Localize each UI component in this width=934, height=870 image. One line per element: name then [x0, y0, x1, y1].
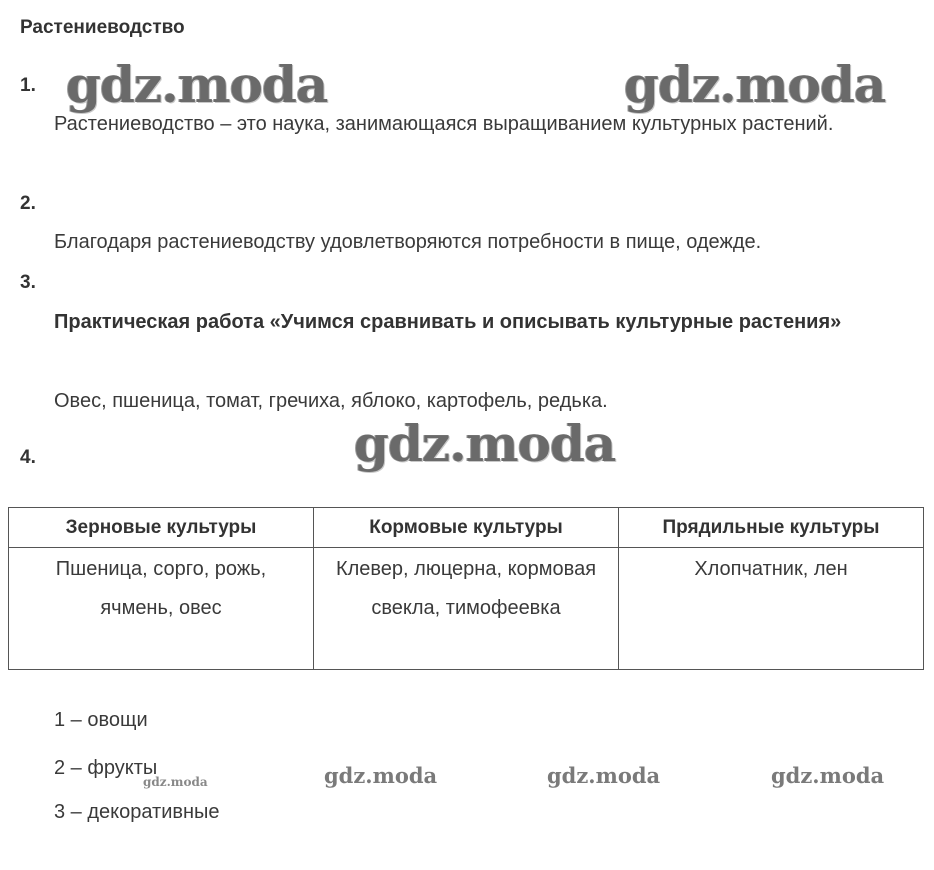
page-title: Растениеводство [20, 17, 185, 38]
watermark-logo: gdz.moda [624, 55, 886, 114]
practical-work-heading: Практическая работа «Учимся сравнивать и описывать культурные растения» [54, 311, 842, 333]
table-header-row [9, 508, 924, 548]
item-text-2: Благодаря растениеводству удовлетворяются потребности в пище, одежде. [54, 231, 762, 253]
table-row [9, 548, 924, 670]
table-cell-grain: Пшеница, сорго, рожь, ячмень, овес [9, 548, 314, 670]
watermark-logo: gdz.moda [547, 763, 661, 788]
list-item: 1 – овощи [54, 709, 148, 731]
item-number-1: 1. [20, 75, 36, 96]
watermark-logo: gdz.moda [771, 763, 885, 788]
item-text-1: Растениеводство – это наука, занимающаяся выращиванием культурных растений. [54, 113, 834, 135]
table-header-fodder: Кормовые культуры [314, 508, 619, 548]
crops-table [8, 507, 924, 670]
item-text-3: Овес, пшеница, томат, гречиха, яблоко, картофель, редька. [54, 390, 608, 412]
item-number-4: 4. [20, 447, 36, 468]
table-header-grain: Зерновые культуры [9, 508, 314, 548]
table-cell-fiber: Хлопчатник, лен [619, 548, 924, 670]
item-number-2: 2. [20, 193, 36, 214]
item-number-3: 3. [20, 272, 36, 293]
table-cell-fodder: Клевер, люцерна, кормовая свекла, тимофеевка [314, 548, 619, 670]
watermark-logo: gdz.moda [324, 763, 438, 788]
table-header-fiber: Прядильные культуры [619, 508, 924, 548]
watermark-logo: gdz.moda [66, 55, 328, 114]
list-item: 2 – фрукты [54, 757, 158, 779]
watermark-logo: gdz.moda [354, 414, 616, 473]
list-item: 3 – декоративные [54, 801, 220, 823]
watermark-logo: gdz.moda [143, 775, 208, 789]
